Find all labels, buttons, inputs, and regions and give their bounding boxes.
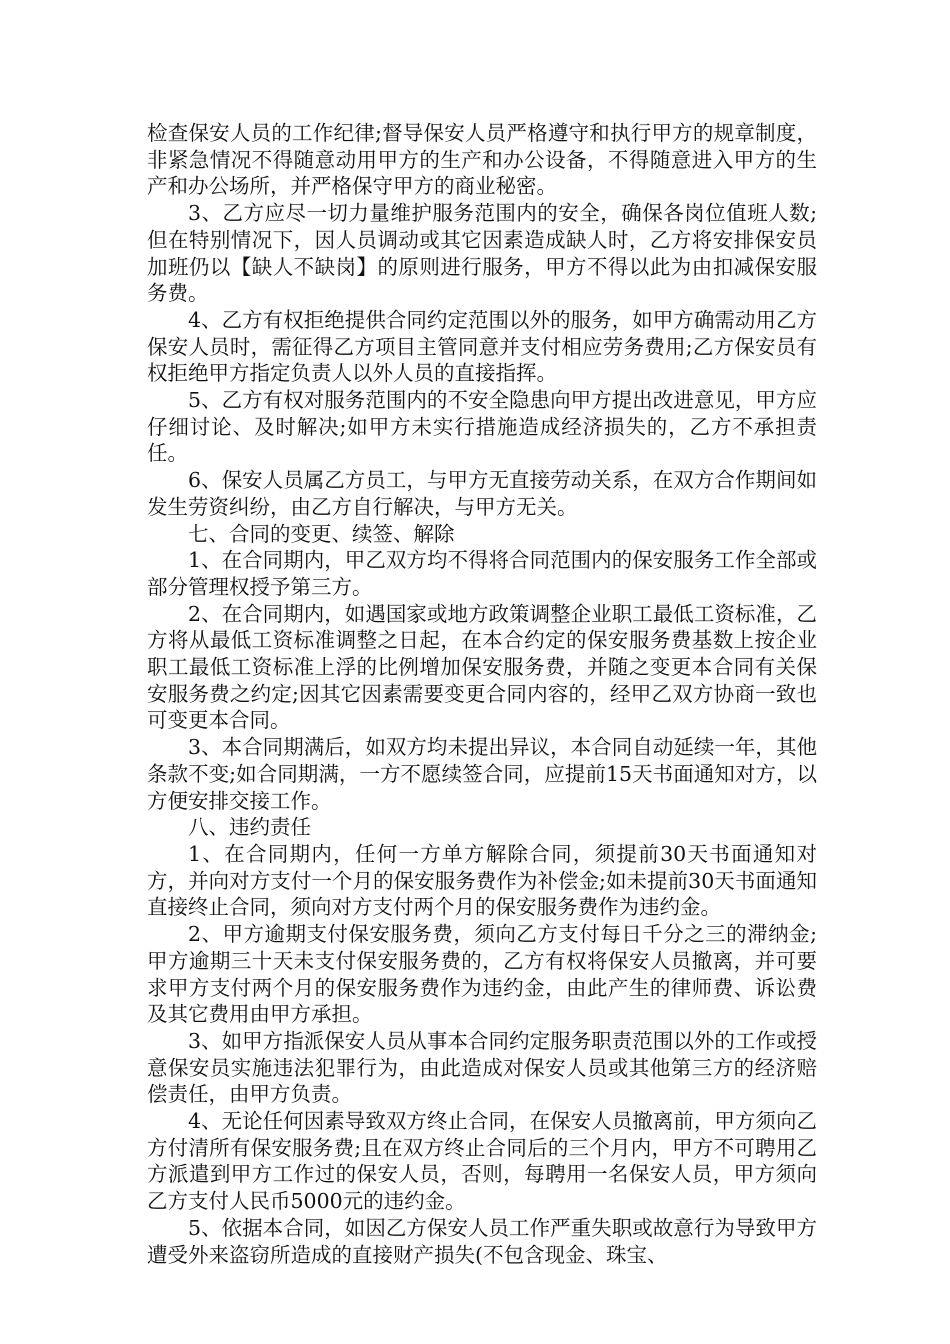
paragraph: 检查保安人员的工作纪律;督导保安人员严格遵守和执行甲方的规章制度，非紧急情况不得随意动用甲方的生产和办公设备，不得随意进入甲方的生产和办公场所，并严格保守甲方的商业秘密。 <box>147 121 817 199</box>
paragraph: 1、在合同期内，任何一方单方解除合同，须提前30天书面通知对方，并向对方支付一个月的保安服务费作为补偿金;如未提前30天书面通知直接终止合同，须向对方支付两个月的保安服务费作为违约金。 <box>147 841 817 920</box>
paragraph: 3、乙方应尽一切力量维护服务范围内的安全，确保各岗位值班人数;但在特别情况下，因人员调动或其它因素造成缺人时，乙方将安排保安员加班仍以【缺人不缺岗】的原则进行服务，甲方不得以此为由扣减保安服务费。 <box>147 201 817 306</box>
document-body <box>147 120 817 1268</box>
paragraph: 5、乙方有权对服务范围内的不安全隐患向甲方提出改进意见，甲方应仔细讨论、及时解决;如甲方未实行措施造成经济损失的，乙方不承担责任。 <box>147 388 817 466</box>
paragraph: 2、在合同期内，如遇国家或地方政策调整企业职工最低工资标准，乙方将从最低工资标准调整之日起，在本合约定的保安服务费基数上按企业职工最低工资标准上浮的比例增加保安服务费，并随之变更本合同有关保安服务费之约定;因其它因素需要变更合同内容的，经甲乙双方协商一致也可变更本合同。 <box>147 601 817 733</box>
section-heading: 八、违约责任 <box>188 815 311 840</box>
section-heading: 七、合同的变更、续签、解除 <box>188 521 455 546</box>
paragraph: 2、甲方逾期支付保安服务费，须向乙方支付每日千分之三的滞纳金;甲方逾期三十天未支付保安服务费的，乙方有权将保安人员撤离，并可要求甲方支付两个月的保安服务费作为违约金，由此产生的律师费、诉讼费及其它费用由甲方承担。 <box>147 922 817 1027</box>
paragraph: 3、本合同期满后，如双方均未提出异议，本合同自动延续一年，其他条款不变;如合同期满，一方不愿续签合同，应提前15天书面通知对方，以方便安排交接工作。 <box>147 735 817 813</box>
paragraph: 6、保安人员属乙方员工，与甲方无直接劳动关系，在双方合作期间如发生劳资纠纷，由乙方自行解决，与甲方无关。 <box>147 468 817 519</box>
paragraph: 4、乙方有权拒绝提供合同约定范围以外的服务，如甲方确需动用乙方保安人员时，需征得乙方项目主管同意并支付相应劳务费用;乙方保安员有权拒绝甲方指定负责人以外人员的直接指挥。 <box>147 307 817 386</box>
paragraph: 1、在合同期内，甲乙双方均不得将合同范围内的保安服务工作全部或部分管理权授予第三方。 <box>147 548 817 599</box>
paragraph: 3、如甲方指派保安人员从事本合同约定服务职责范围以外的工作或授意保安员实施违法犯罪行为，由此造成对保安人员或其他第三方的经济赔偿责任，由甲方负责。 <box>147 1028 817 1107</box>
paragraph: 5、依据本合同，如因乙方保安人员工作严重失职或故意行为导致甲方遭受外来盗窃所造成的直接财产损失(不包含现金、珠宝、 <box>147 1215 817 1267</box>
paragraph: 4、无论任何因素导致双方终止合同，在保安人员撤离前，甲方须向乙方付清所有保安服务费;且在双方终止合同后的三个月内，甲方不可聘用乙方派遣到甲方工作过的保安人员，否则，每聘用一名保安人员，甲方须向乙方支付人民币5000元的违约金。 <box>147 1109 817 1214</box>
